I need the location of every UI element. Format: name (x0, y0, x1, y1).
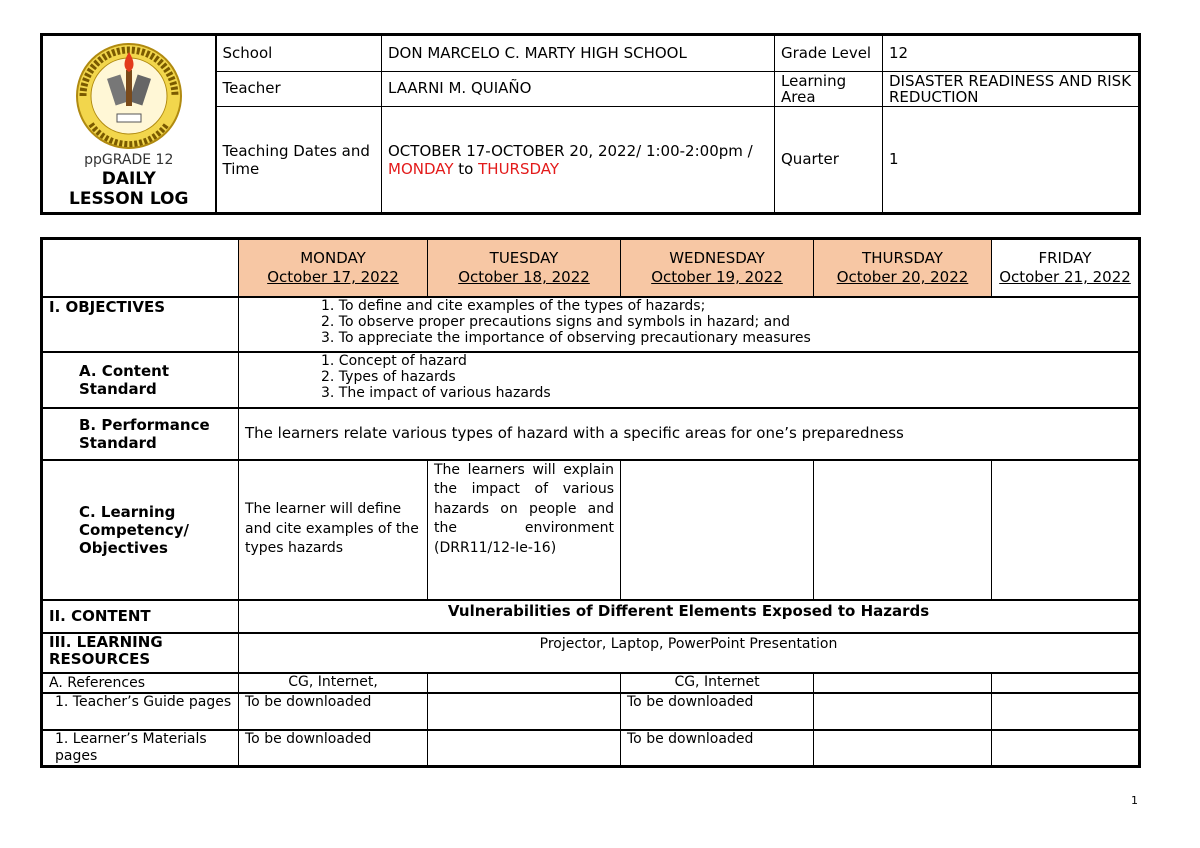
learning-area-label: Learning Area (775, 71, 883, 107)
learners-materials-thursday (814, 730, 992, 767)
grade-level-value: 12 (883, 35, 1140, 72)
day-header-monday (239, 239, 428, 297)
teachers-guide-monday: To be downloaded (239, 693, 428, 730)
references-wednesday: CG, Internet (621, 673, 814, 693)
learners-materials-wednesday: To be downloaded (621, 730, 814, 767)
day-date: October 20, 2022 (836, 267, 969, 286)
references-monday: CG, Internet, (239, 673, 428, 693)
teachers-guide-thursday (814, 693, 992, 730)
day-name: FRIDAY (1038, 248, 1092, 267)
day-date: October 18, 2022 (458, 267, 590, 286)
lesson-log-title: LESSON LOG (69, 188, 189, 209)
content-label: II. CONTENT (42, 600, 239, 633)
grade-level-label: Grade Level (775, 35, 883, 72)
references-tuesday (428, 673, 621, 693)
list-item: 2. Types of hazards (321, 368, 456, 385)
learning-area-value: DISASTER READINESS AND RISK REDUCTION (883, 71, 1140, 107)
teaching-dates-label: Teaching Dates and Time (216, 107, 382, 214)
references-friday (992, 673, 1140, 693)
learners-materials-monday: To be downloaded (239, 730, 428, 767)
references-thursday (814, 673, 992, 693)
school-value: DON MARCELO C. MARTY HIGH SCHOOL (382, 35, 775, 72)
day-name: WEDNESDAY (669, 248, 765, 267)
teachers-guide-tuesday (428, 693, 621, 730)
day-header-tuesday (428, 239, 621, 297)
dates-thursday: THURSDAY (478, 159, 560, 178)
learners-materials-friday (992, 730, 1140, 767)
list-item: 3. The impact of various hazards (321, 384, 551, 401)
performance-standard-label: B. Performance Standard (42, 408, 239, 460)
teachers-guide-label: 1. Teacher’s Guide pages (42, 693, 239, 730)
competency-label: C. Learning Competency/ Objectives (42, 460, 239, 600)
list-item: 1. Concept of hazard (321, 352, 467, 369)
lesson-log-table (40, 237, 1141, 768)
quarter-label: Quarter (775, 107, 883, 214)
day-name: THURSDAY (862, 248, 943, 267)
day-name: MONDAY (300, 248, 366, 267)
school-seal-icon (69, 40, 189, 150)
quarter-value: 1 (883, 107, 1140, 214)
corner-cell (42, 239, 239, 297)
content-standard-label: A. Content Standard (42, 352, 239, 408)
list-item: 3. To appreciate the importance of observing precautionary measures (321, 329, 811, 346)
day-date: October 17, 2022 (267, 267, 399, 286)
logo-cell (42, 35, 216, 214)
dates-prefix: OCTOBER 17-OCTOBER 20, 2022/ 1:00-2:00pm / (388, 141, 753, 160)
teachers-guide-wednesday: To be downloaded (621, 693, 814, 730)
daily-title: DAILY (101, 168, 156, 189)
performance-standard-content: The learners relate various types of hazard with a specific areas for one’s preparedness (239, 408, 1140, 460)
day-header-thursday (814, 239, 992, 297)
day-header-wednesday (621, 239, 814, 297)
references-label: A. References (42, 673, 239, 693)
day-name: TUESDAY (489, 248, 559, 267)
teaching-dates-value (382, 107, 775, 214)
dates-to: to (453, 159, 479, 178)
content-standard-content (239, 352, 1140, 408)
teachers-guide-friday (992, 693, 1140, 730)
day-date: October 21, 2022 (999, 267, 1131, 286)
dates-monday: MONDAY (388, 159, 454, 178)
competency-thursday (814, 460, 992, 600)
teacher-label: Teacher (216, 71, 382, 107)
learners-materials-tuesday (428, 730, 621, 767)
header-table (40, 33, 1141, 215)
school-label: School (216, 35, 382, 72)
competency-monday: The learner will define and cite examples of the types hazards (239, 460, 428, 600)
day-date: October 19, 2022 (651, 267, 783, 286)
list-item: 2. To observe proper precautions signs and symbols in hazard; and (321, 313, 790, 330)
learning-resources-label: III. LEARNING RESOURCES (42, 633, 239, 673)
pp-grade-label: ppGRADE 12 (84, 151, 174, 168)
page-number: 1 (1131, 794, 1138, 807)
learners-materials-label: 1. Learner’s Materials pages (42, 730, 239, 767)
competency-friday (992, 460, 1140, 600)
content-value: Vulnerabilities of Different Elements Exposed to Hazards (239, 600, 1140, 633)
list-item: 1. To define and cite examples of the types of hazards; (321, 297, 706, 314)
competency-tuesday: The learners will explain the impact of various hazards on people and the environment (DRR11/12-Ie-16) (428, 460, 621, 600)
learning-resources-value: Projector, Laptop, PowerPoint Presentation (239, 633, 1140, 673)
competency-wednesday (621, 460, 814, 600)
objectives-content (239, 297, 1140, 352)
objectives-label: I. OBJECTIVES (42, 297, 239, 352)
day-header-friday (992, 239, 1140, 297)
teacher-value: LAARNI M. QUIAÑO (382, 71, 775, 107)
